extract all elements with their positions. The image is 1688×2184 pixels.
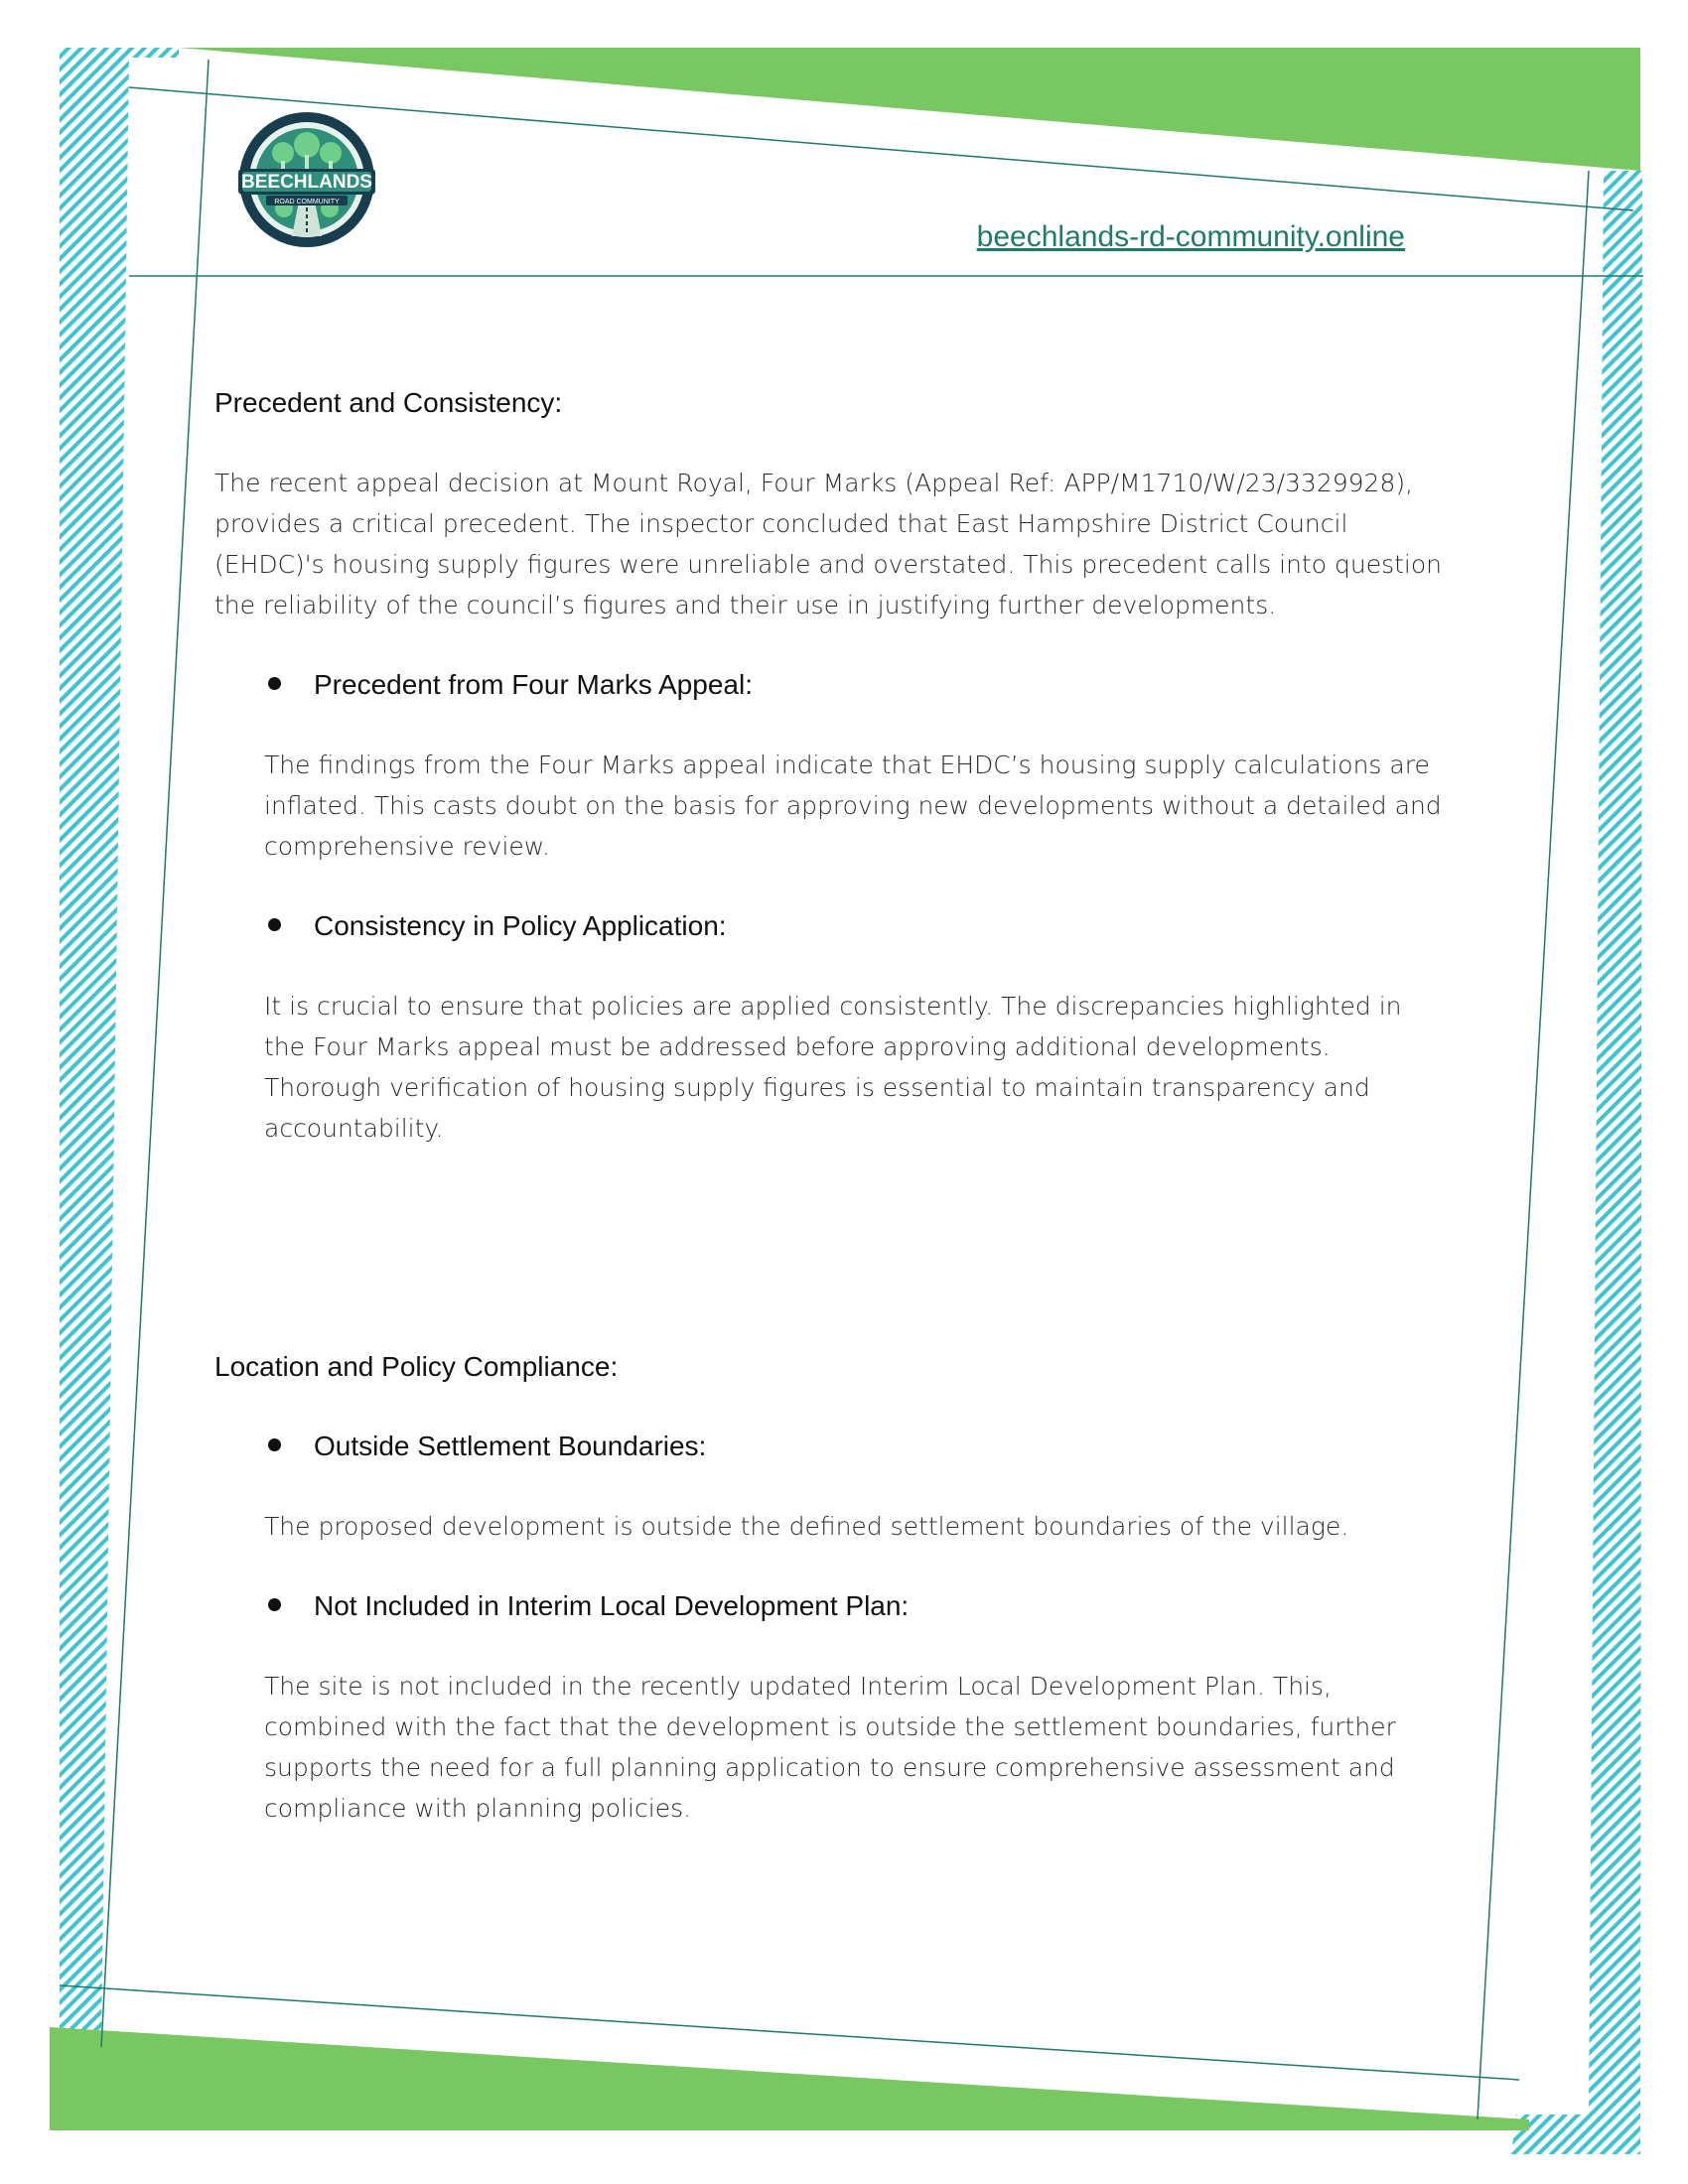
- section-precedent: [214, 383, 1446, 1149]
- website-link[interactable]: beechlands-rd-community.online: [976, 220, 1405, 253]
- left-hatch-strip: [60, 48, 179, 2040]
- bullet-icon: [268, 918, 281, 931]
- bullet-title: Consistency in Policy Application:: [314, 910, 727, 941]
- bullet-text: The findings from the Four Marks appeal indicate that EHDC’s housing supply calculations are inflated. This casts doubt on the basis for approving new developments without a detailed and comprehensive review.: [264, 751, 1442, 861]
- bullet-text: It is crucial to ensure that policies are applied consistently. The discrepancies highlighted in the Four Marks appeal must be addressed before approving additional developments. Thorough verification of housing supply figures is essential to maintain transparency and accountability.: [264, 992, 1402, 1143]
- bullet-text: The site is not included in the recently updated Interim Local Development Plan. This, combined with the fact that the development is outside the settlement boundaries, further supports the need for a full planning application to ensure comprehensive assessment and compliance with planning policies.: [264, 1672, 1396, 1823]
- bullet-title: Precedent from Four Marks Appeal:: [314, 669, 753, 700]
- beechlands-logo: [236, 109, 377, 250]
- document-body: [214, 383, 1446, 1829]
- bullet-icon: [268, 677, 281, 690]
- section-heading: Location and Policy Compliance:: [214, 1351, 619, 1382]
- bottom-green-band: [50, 2027, 1529, 2130]
- frame-line-right: [1477, 171, 1589, 2119]
- section-location: [214, 1347, 1446, 1829]
- bullet-icon: [268, 1598, 281, 1611]
- bullet-text: The proposed development is outside the defined settlement boundaries of the village.: [264, 1512, 1349, 1541]
- logo-banner-main: BEECHLANDS: [241, 172, 372, 193]
- logo-banner-sub: ROAD COMMUNITY: [274, 199, 340, 205]
- bullet-icon: [268, 1438, 281, 1451]
- bullet-title: Outside Settlement Boundaries:: [314, 1431, 707, 1461]
- bullet-item: [314, 1586, 1446, 1626]
- section-heading: Precedent and Consistency:: [214, 387, 563, 418]
- bullet-title: Not Included in Interim Local Development Plan:: [314, 1590, 910, 1621]
- bullet-item: [314, 665, 1446, 705]
- bullet-item: [314, 906, 1446, 946]
- right-hatch-strip: [1511, 171, 1642, 2154]
- bullet-item: [314, 1427, 1446, 1466]
- section-intro: The recent appeal decision at Mount Royal, Four Marks (Appeal Ref: APP/M1710/W/23/3329928), provides a critical precedent. The inspector concluded that East Hampshire District Council (EHDC)'s housing supply figures were unreliable and overstated. This precedent calls into question the reliability of the council’s figures and their use in justifying further developments.: [214, 469, 1442, 619]
